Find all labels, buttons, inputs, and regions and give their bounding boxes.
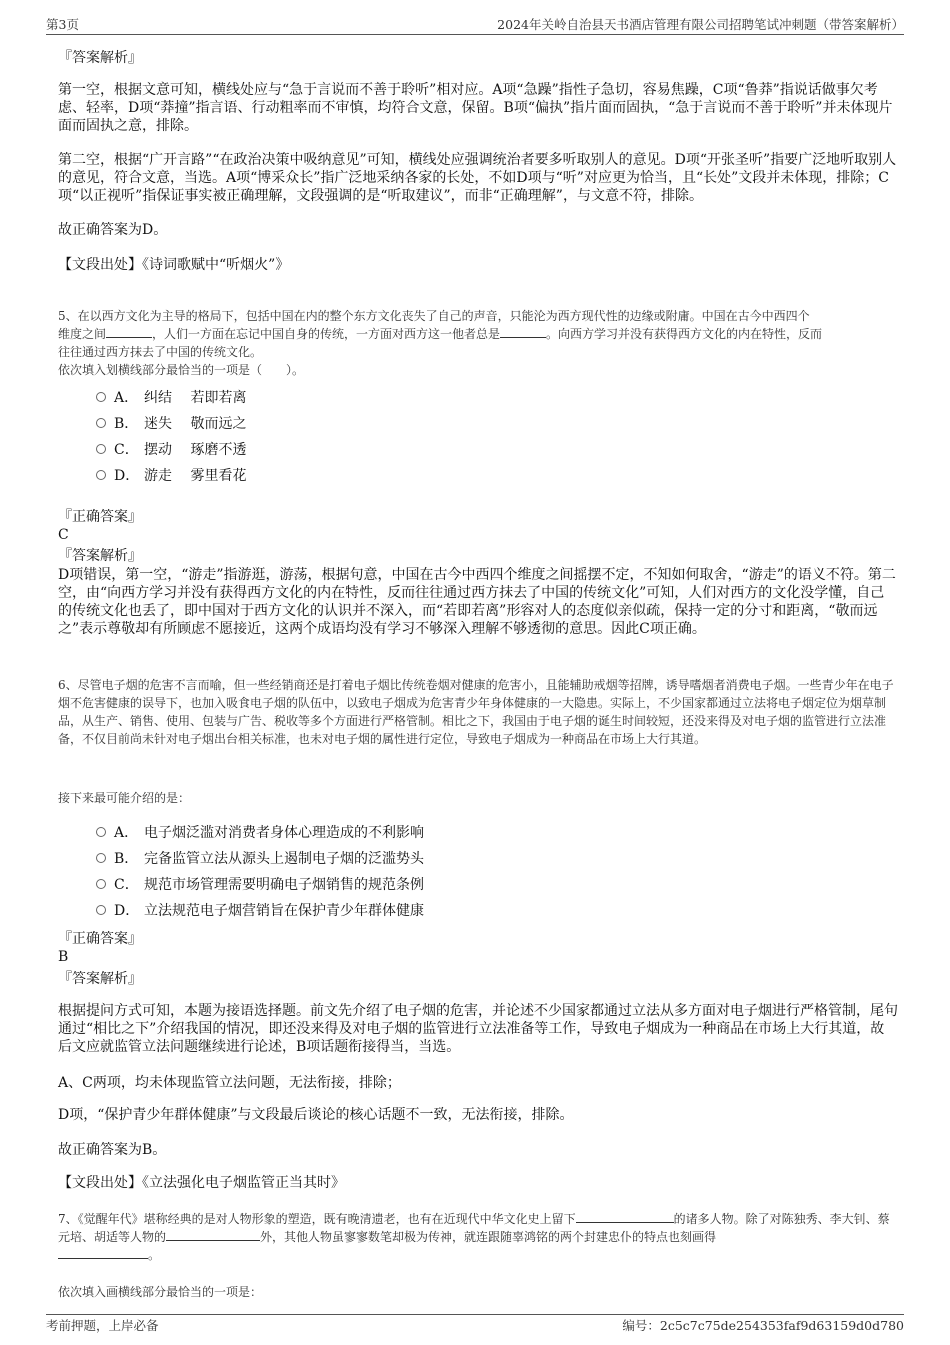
- option-d[interactable]: D． 游走 雾里看花: [96, 467, 246, 485]
- blank: [576, 1210, 674, 1223]
- page-number: 第3页: [46, 17, 79, 32]
- analysis-paragraph: 根据提问方式可知，本题为接语选择题。前文先介绍了电子烟的危害，并论述不少国家都通过立法从多方面对电子烟进行严格管制，尾句通过“相比之下”介绍我国的情况，即还没来得及对电子烟的监管进行立法准备等工作，导致电子烟成为一种商品在市场上大行其道，故后文应就监管立法问题继续进行论述，B项话题衔接得当，当选。: [58, 1003, 898, 1055]
- analysis-label: 『答案解析』: [58, 50, 142, 66]
- analysis-paragraph: 第一空，根据文意可知，横线处应与“急于言说而不善于聆听”相对应。A项“急躁”指性子急切，容易焦躁，C项“鲁莽”指说话做事欠考虑、轻率，D项“莽撞”指言语、行动粗率而不审慎，均符合文意，保留。B项“偏执”指片面而固执，“急于言说而不善于聆听”并未体现片面而固执之意，排除。: [58, 82, 893, 134]
- question-6-stem: 6、尽管电子烟的危害不言而喻，但一些经销商还是打着电子烟比传统卷烟对健康的危害小，且能辅助戒烟等招牌，诱导嗜烟者消费电子烟。一些青少年在电子烟不危害健康的误导下，也加入吸食电子烟的队伍中，以致电子烟成为危害青少年身体健康的一大隐患。实际上，不少国家都通过立法将电子烟定位为烟草制品，从生产、销售、使用、包装与广告、税收等多个方面进行严格管制。相比之下，我国由于电子烟的诞生时间较短，还没来得及对电子烟的监管进行立法准备，不仅目前尚未针对电子烟出台相关标准，也未对电子烟的属性进行定位，导致电子烟成为一种商品在市场上大行其道。: [58, 678, 894, 746]
- correct-answer: B: [58, 949, 69, 965]
- radio-button-icon[interactable]: [96, 905, 106, 915]
- blank: [58, 1246, 148, 1259]
- blank: [106, 325, 152, 338]
- option-d[interactable]: D． 立法规范电子烟营销旨在保护青少年群体健康: [96, 902, 424, 920]
- question-7-stem: [58, 1210, 898, 1264]
- question-text: 的诸多人物。除了对陈独秀、李大钊、蔡元培、胡适等人物的: [58, 1212, 890, 1244]
- document-title: 2024年关岭自治县天书酒店管理有限公司招聘笔试冲刺题（带答案解析）: [497, 17, 904, 32]
- answer-label: 『正确答案』: [58, 509, 142, 525]
- source-citation: 【文段出处】《立法强化电子烟监管正当其时》: [58, 1175, 345, 1191]
- radio-button-icon[interactable]: [96, 392, 106, 402]
- question-text: 外，其他人物虽寥寥数笔却极为传神，就连跟随辜鸿铭的两个封建忠仆的特点也刻画得: [260, 1230, 717, 1244]
- analysis-paragraph: D项，“保护青少年群体健康”与文段最后谈论的核心话题不一致，无法衔接，排除。: [58, 1107, 574, 1123]
- option-c[interactable]: C． 摆动 琢磨不透: [96, 441, 246, 459]
- question-text: 。: [148, 1248, 161, 1262]
- analysis-paragraph: D项错误，第一空，“游走”指游逛，游荡，根据句意，中国在古今中西四个维度之间摇摆不定，不知如何取舍，“游走”的语义不符。第二空，由“向西方学习并没有获得西方文化的内在特性，反而往往通过西方抹去了中国的传统文化”可知，人们对西方的文化没学懂，自己的传统文化也丢了，即中国对于西方文化的认识并不深入，而“若即若离”形容对人的态度似亲似疏，保持一定的分寸和距离，“敬而远之”表示尊敬却有所顾虑不愿接近，这两个成语均没有学习不够深入理解不够透彻的意思。因此C项正确。: [58, 567, 896, 637]
- radio-button-icon[interactable]: [96, 827, 106, 837]
- analysis-label: 『答案解析』: [58, 971, 142, 987]
- option-c[interactable]: C． 规范市场管理需要明确电子烟销售的规范条例: [96, 876, 424, 894]
- document-id: 编号：2c5c7c75de254353faf9d63159d0d780: [622, 1318, 904, 1333]
- footer-slogan: 考前押题，上岸必备: [46, 1318, 159, 1333]
- question-5-stem: [58, 307, 898, 379]
- question-text: ，人们一方面在忘记中国自身的传统，一方面对西方这一他者总是: [152, 327, 501, 341]
- blank: [500, 325, 546, 338]
- question-text: 。向西方学习并没有获得西方文化的内在特性，反而: [546, 327, 823, 341]
- radio-button-icon[interactable]: [96, 418, 106, 428]
- analysis-paragraph: 第二空，根据“广开言路”“在政治决策中吸纳意见”可知，横线处应强调统治者要多听取别人的意见。D项“开张圣听”指要广泛地听取别人的意见，符合文意，当选。A项“博采众长”指广泛地采纳各家的长处，不如D项与“听”对应更为恰当，且“长处”文段并未体现，排除；C项“以正视听”指保证事实被正确理解，文段强调的是“听取建议”，而非“正确理解”，与文意不符，排除。: [58, 152, 897, 204]
- question-prompt: 依次填入画横线部分最恰当的一项是：: [58, 1285, 263, 1299]
- correct-answer: C: [58, 527, 69, 543]
- page-header: [46, 14, 904, 35]
- question-text: 往往通过西方抹去了中国的传统文化。: [58, 345, 263, 359]
- radio-button-icon[interactable]: [96, 444, 106, 454]
- option-b[interactable]: B． 迷失 敬而远之: [96, 415, 246, 433]
- conclusion: 故正确答案为D。: [58, 222, 168, 238]
- question-text: 7、《觉醒年代》堪称经典的是对人物形象的塑造，既有晚清遗老，也有在近现代中华文化史上留下: [58, 1212, 576, 1226]
- blank: [166, 1228, 260, 1241]
- answer-label: 『正确答案』: [58, 931, 142, 947]
- radio-button-icon[interactable]: [96, 470, 106, 480]
- question-prompt: 依次填入划横线部分最恰当的一项是（ ）。: [58, 363, 305, 377]
- option-b[interactable]: B． 完备监管立法从源头上遏制电子烟的泛滥势头: [96, 850, 424, 868]
- option-a[interactable]: A． 电子烟泛滥对消费者身体心理造成的不利影响: [96, 824, 424, 842]
- analysis-label: 『答案解析』: [58, 548, 142, 564]
- question-prompt: 接下来最可能介绍的是：: [58, 791, 191, 805]
- question-text: 5、在以西方文化为主导的格局下，包括中国在内的整个东方文化丧失了自己的声音，只能沦为西方现代性的边缘或附庸。中国在古今中西四个: [58, 309, 810, 323]
- radio-button-icon[interactable]: [96, 853, 106, 863]
- option-a[interactable]: A． 纠结 若即若离: [96, 389, 246, 407]
- conclusion: 故正确答案为B。: [58, 1142, 167, 1158]
- page-footer: [46, 1314, 904, 1335]
- question-text: 维度之间: [58, 327, 107, 341]
- analysis-paragraph: A、C两项，均未体现监管立法问题，无法衔接，排除；: [58, 1075, 401, 1091]
- source-citation: 【文段出处】《诗词歌赋中“听烟火”》: [58, 257, 290, 273]
- radio-button-icon[interactable]: [96, 879, 106, 889]
